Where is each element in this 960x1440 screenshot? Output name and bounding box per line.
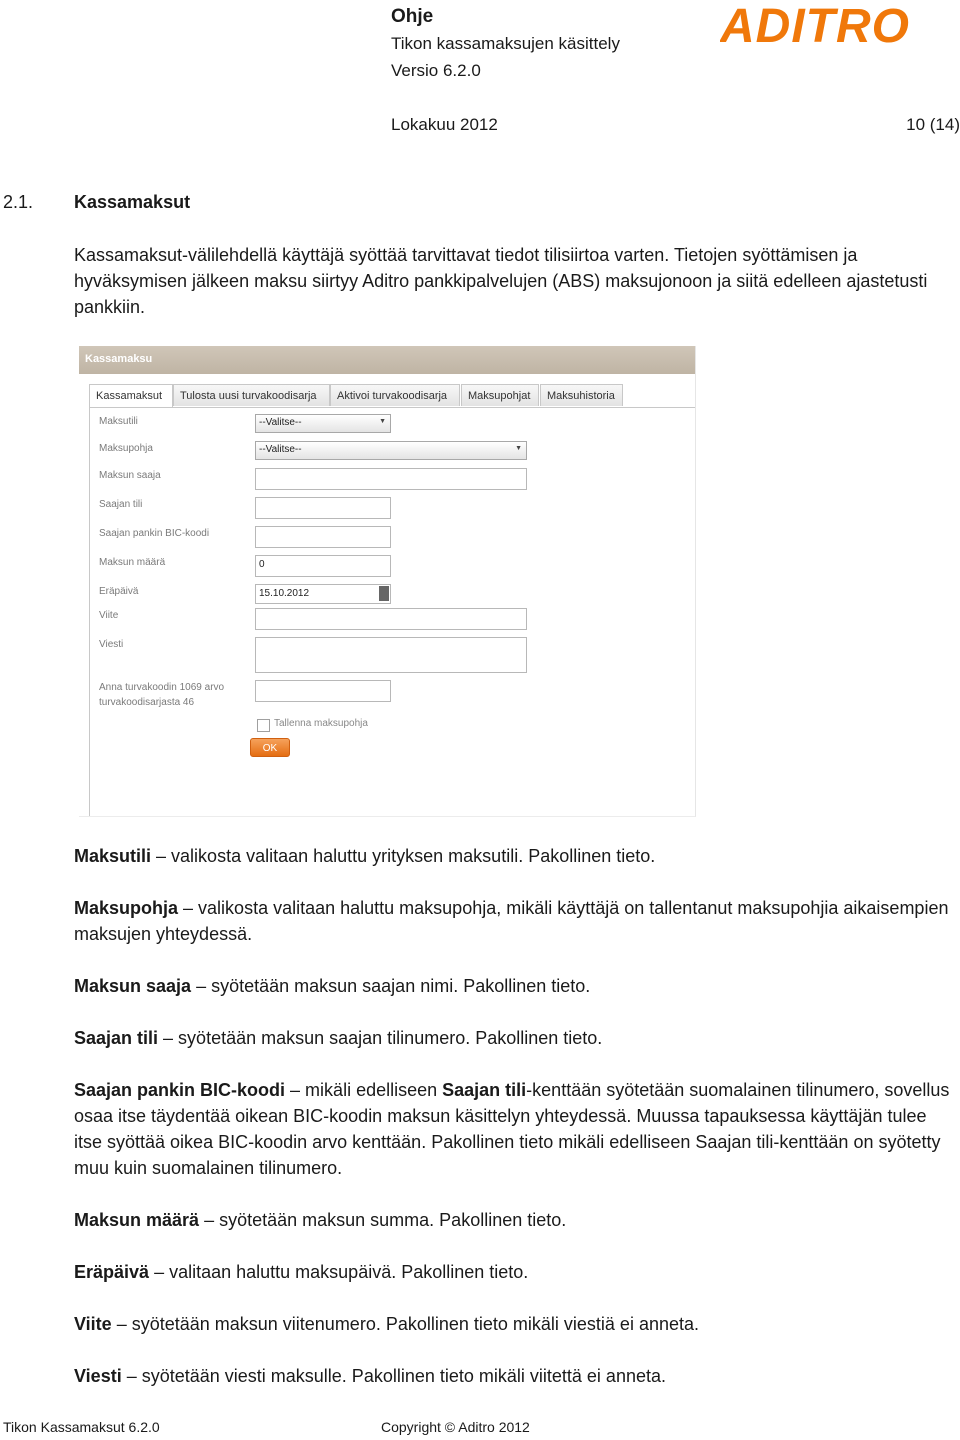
label-erapaiva: Eräpäivä <box>99 586 139 597</box>
tab-kassamaksut[interactable]: Kassamaksut <box>89 384 173 408</box>
panel-border <box>89 408 90 816</box>
desc-term: Maksun määrä <box>74 1210 200 1230</box>
label-viite: Viite <box>99 610 119 621</box>
desc-saajan-tili <box>74 1025 954 1051</box>
erapaiva-input[interactable] <box>255 584 391 604</box>
saajan-tili-input[interactable] <box>255 497 391 519</box>
section-intro: Kassamaksut-välilehdellä käyttäjä syöttää tarvittavat tiedot tilisiirtoa varten. Tietojen syöttämisen ja hyväksymisen jälkeen maksu siirtyy Aditro pankkipalvelujen (ABS) maksujonoon ja siitä edelleen ajastetusti pankkiin. <box>74 245 928 317</box>
kassamaksu-screenshot <box>79 346 696 817</box>
desc-maksun-maara <box>74 1207 954 1233</box>
desc-text: – valikosta valitaan haluttu yrityksen maksutili. Pakollinen tieto. <box>151 846 656 866</box>
desc-maksutili <box>74 843 954 869</box>
desc-text: – syötetään maksun saajan nimi. Pakollinen tieto. <box>191 976 591 996</box>
doc-date: Lokakuu 2012 <box>391 115 498 134</box>
desc-viite <box>74 1311 954 1337</box>
tab-maksupohjat[interactable]: Maksupohjat <box>461 384 539 406</box>
viite-input[interactable] <box>255 608 527 630</box>
chevron-down-icon: ▼ <box>515 445 522 452</box>
label-maksutili: Maksutili <box>99 416 138 427</box>
chevron-down-icon: ▼ <box>379 418 386 425</box>
desc-bic-koodi <box>74 1077 954 1181</box>
label-turvakoodi-line2: turvakoodisarjasta 46 <box>99 697 195 708</box>
label-maksupohja: Maksupohja <box>99 443 153 454</box>
page-number: 10 (14) <box>906 115 960 134</box>
section-number: 2.1. <box>3 192 34 212</box>
tallenna-maksupohja-label: Tallenna maksupohja <box>274 718 368 729</box>
doc-version: Versio 6.2.0 <box>391 61 481 80</box>
maksutili-value: --Valitse-- <box>259 417 302 428</box>
desc-text: -kenttään syötetään suomalainen tilinumero, sovellus osaa itse täydentää oikean BIC-koodin maksun käsittelyn yhteydessä. Muussa tapauksessa käyttäjän tulee itse syöttää oikea BIC-koodin arvo kenttään. Pakollinen tieto mikäli edelliseen Saajan tili-kenttään on syötetty muu kuin suomalainen tilinumero. <box>74 1080 950 1178</box>
tab-tulosta-turvakoodisarja[interactable]: Tulosta uusi turvakoodisarja <box>173 384 330 406</box>
viesti-textarea[interactable] <box>255 637 527 673</box>
desc-text: – syötetään maksun viitenumero. Pakollinen tieto mikäli viestiä ei anneta. <box>111 1314 699 1334</box>
maksun-maara-input[interactable]: 0 <box>255 555 391 577</box>
doc-subtitle: Tikon kassamaksujen käsittely <box>391 34 620 53</box>
desc-term: Saajan pankin BIC-koodi <box>74 1080 286 1100</box>
aditro-logo <box>720 2 950 48</box>
desc-term: Maksupohja <box>74 898 179 918</box>
desc-term-inline: Saajan tili <box>442 1080 527 1100</box>
maksupohja-value: --Valitse-- <box>259 444 302 455</box>
desc-term: Maksun saaja <box>74 976 192 996</box>
label-maksun-maara: Maksun määrä <box>99 557 166 568</box>
desc-text: – syötetään maksun summa. Pakollinen tieto. <box>199 1210 567 1230</box>
tab-aktivoi-turvakoodisarja[interactable]: Aktivoi turvakoodisarja <box>330 384 460 406</box>
window-title-bar <box>79 346 695 374</box>
desc-term: Maksutili <box>74 846 152 866</box>
desc-term: Eräpäivä <box>74 1262 150 1282</box>
window-title: Kassamaksu <box>85 353 153 365</box>
logo-wordmark: ADITRO <box>720 2 910 48</box>
desc-term: Viite <box>74 1314 112 1334</box>
desc-text: – valitaan haluttu maksupäivä. Pakollinen tieto. <box>149 1262 529 1282</box>
desc-text: – valikosta valitaan haluttu maksupohja, mikäli käyttäjä on tallentanut maksupohjia aikaisempien maksujen yhteydessä. <box>74 898 949 944</box>
erapaiva-value: 15.10.2012 <box>259 588 310 599</box>
maksupohja-select[interactable] <box>255 441 527 460</box>
label-bic-koodi: Saajan pankin BIC-koodi <box>99 528 210 539</box>
desc-term: Viesti <box>74 1366 122 1386</box>
desc-maksupohja <box>74 895 954 947</box>
tallenna-maksupohja-checkbox[interactable] <box>257 719 270 732</box>
calendar-icon[interactable] <box>379 586 389 601</box>
label-viesti: Viesti <box>99 639 124 650</box>
turvakoodi-input[interactable] <box>255 680 391 702</box>
desc-text: – syötetään maksun saajan tilinumero. Pakollinen tieto. <box>158 1028 603 1048</box>
tab-divider <box>89 407 695 408</box>
desc-text: – mikäli edelliseen <box>285 1080 443 1100</box>
desc-erapaiva <box>74 1259 954 1285</box>
desc-viesti <box>74 1363 954 1389</box>
maksutili-select[interactable] <box>255 414 391 433</box>
tab-maksuhistoria[interactable]: Maksuhistoria <box>540 384 623 406</box>
footer-copyright: Copyright © Aditro 2012 <box>381 1419 530 1435</box>
bic-koodi-input[interactable] <box>255 526 391 548</box>
doc-type-title: Ohje <box>391 6 434 27</box>
label-turvakoodi-line1: Anna turvakoodin 1069 arvo <box>99 682 225 693</box>
label-maksun-saaja: Maksun saaja <box>99 470 161 481</box>
desc-maksun-saaja <box>74 973 954 999</box>
footer-doc-name: Tikon Kassamaksut 6.2.0 <box>3 1419 160 1435</box>
desc-text: – syötetään viesti maksulle. Pakollinen tieto mikäli viitettä ei anneta. <box>121 1366 666 1386</box>
ok-button[interactable]: OK <box>250 738 290 757</box>
section-title: Kassamaksut <box>74 192 191 212</box>
desc-term: Saajan tili <box>74 1028 159 1048</box>
label-saajan-tili: Saajan tili <box>99 499 143 510</box>
maksun-saaja-input[interactable] <box>255 468 527 490</box>
